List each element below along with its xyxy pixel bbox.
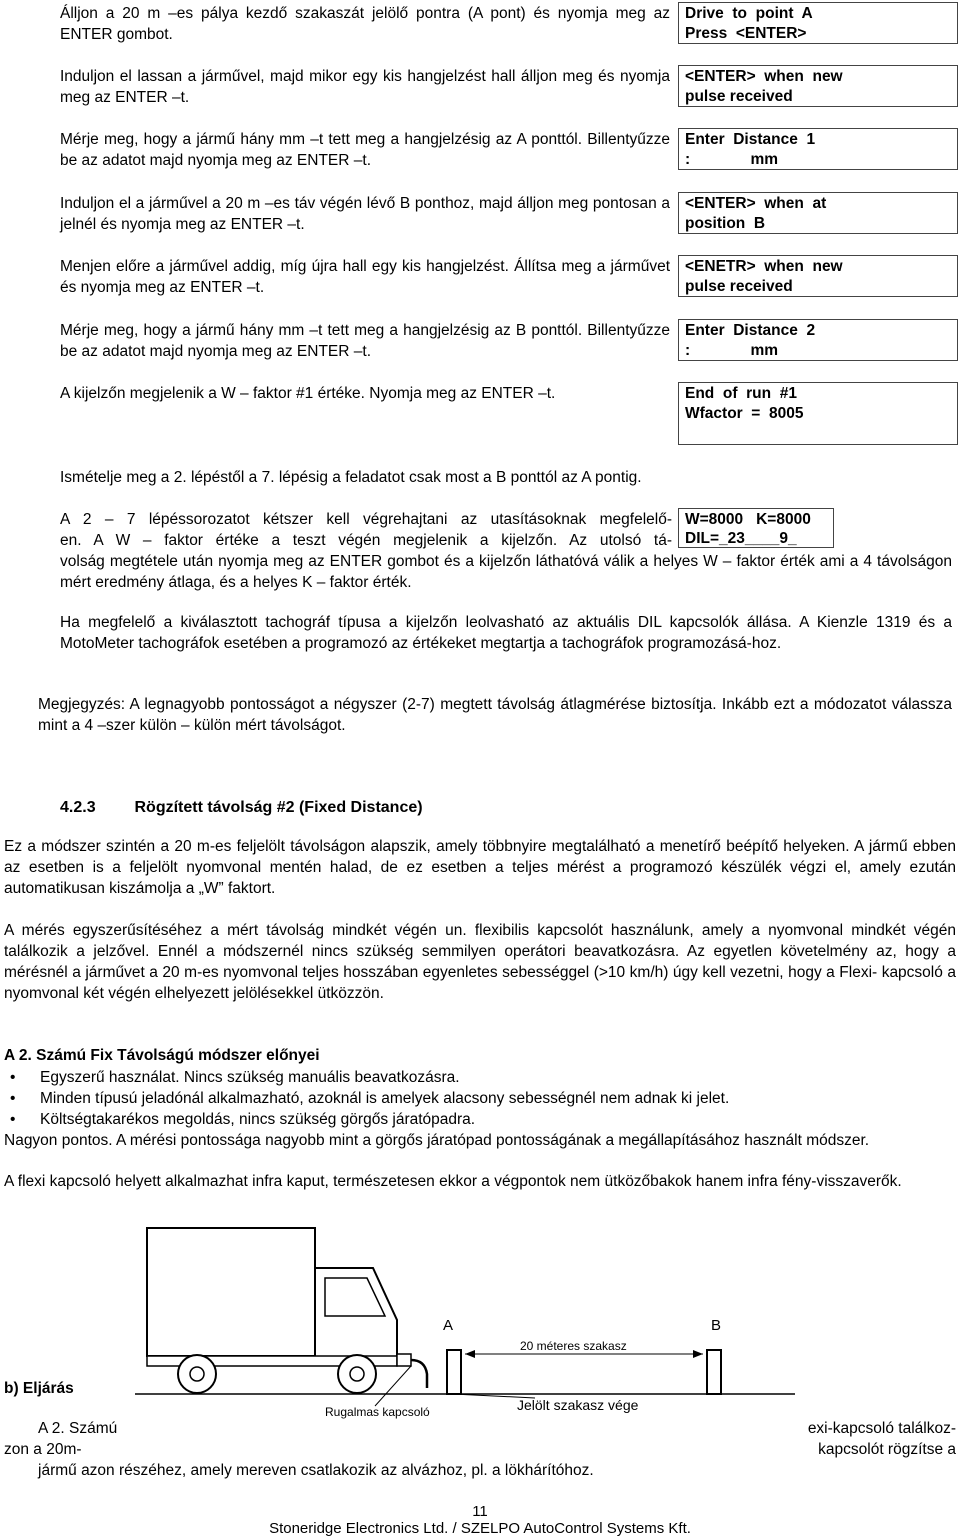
arrow-head-left bbox=[465, 1350, 475, 1358]
display-line: Press <ENTER> bbox=[685, 25, 807, 42]
display-line: : mm bbox=[685, 151, 779, 168]
list-item: • Minden típusú jeladónál alkalmazható, azoknál is amelyek alacsony sebességnél nem adnak ki jelet. bbox=[4, 1088, 956, 1109]
repeat-instruction: Ismételje meg a 2. lépéstől a 7. lépésig a feladatot csak most a B ponttól az A pontig. bbox=[60, 469, 642, 486]
display-step-1 bbox=[678, 2, 958, 44]
display-step-4 bbox=[678, 192, 958, 234]
post-a bbox=[447, 1350, 461, 1394]
rear-wheel-hub bbox=[190, 1367, 204, 1381]
truck-bumper bbox=[397, 1354, 411, 1366]
display-line: : mm bbox=[685, 342, 779, 359]
arrow-head-right bbox=[693, 1350, 703, 1358]
display-dil bbox=[678, 508, 834, 548]
switch-label: Rugalmas kapcsoló bbox=[325, 1405, 430, 1419]
display-step-5 bbox=[678, 255, 958, 297]
display-line: DIL=_23____9_ bbox=[685, 530, 797, 547]
truck-diagram-svg bbox=[135, 1216, 795, 1448]
display-line: End of run #1 bbox=[685, 385, 797, 402]
section-paragraph-1: Ez a módszer szintén a 20 m-es feljelölt távolságon alapszik, amely többnyire megtalálható a menetírő beépítő helyeken. A jármű ebben az esetben is a feljelölt nyomvonal mentén halad, de ez esetben a teljes mérést a programozó készülék végzi el, amely ezután automatikusan kiszámolja a „W” faktort. bbox=[4, 838, 956, 897]
advantages-list bbox=[4, 1067, 956, 1130]
tacho-paragraph: Ha megfelelő a kiválasztott tachográf típusa a kijelzőn leolvasható az aktuális DIL kapcsolók állása. A Kienzle 1319 és a MotoMeter tachográfok esetében a programozó az értékeket megtartja a tachográfok programozásá-hoz. bbox=[60, 614, 952, 652]
post-b bbox=[707, 1350, 721, 1394]
switch-leader-line bbox=[375, 1366, 411, 1406]
display-line: pulse received bbox=[685, 278, 793, 295]
procedure-line-2-left: zon a 20m- bbox=[4, 1441, 82, 1458]
run-text-rest: volság megtétele után nyomja meg az ENTER gombot és a kijelzőn láthatóvá válik a helyes W – faktor érték ami a 4 távolságon mért eredmény átlaga, és a helyes K – faktor érték. bbox=[60, 553, 952, 591]
display-line: Drive to point A bbox=[685, 5, 813, 22]
procedure-line-1-right: exi-kapcsoló találkoz- bbox=[807, 1420, 956, 1437]
display-line: Enter Distance 1 bbox=[685, 131, 816, 148]
display-line: <ENTER> when new bbox=[685, 68, 843, 85]
display-line: Wfactor = 8005 bbox=[685, 405, 804, 422]
display-line: pulse received bbox=[685, 88, 793, 105]
flexible-switch bbox=[411, 1360, 427, 1388]
infra-paragraph: A flexi kapcsoló helyett alkalmazhat infra kaput, természetesen ekkor a végpontok nem ütközőbakok hanem infra fény-visszaverők. bbox=[4, 1173, 902, 1190]
display-line: <ENETR> when new bbox=[685, 258, 843, 275]
display-line: <ENTER> when at bbox=[685, 195, 827, 212]
display-step-6 bbox=[678, 319, 958, 361]
fixed-distance-diagram bbox=[135, 1216, 795, 1448]
step-1-text: Álljon a 20 m –es pálya kezdő szakaszát jelölő pontra (A pont) és nyomja meg az ENTER gombot. bbox=[60, 5, 670, 43]
step-3-text: Mérje meg, hogy a jármű hány mm –t tett meg a hangjelzésig az A ponttól. Billentyűzze be az adatot majd nyomja meg az ENTER –t. bbox=[60, 131, 670, 169]
display-step-7 bbox=[678, 382, 958, 445]
run-text-line-1: A 2 – 7 lépéssorozatot kétszer kell végrehajtani az utasításoknak megfelelő- bbox=[60, 511, 672, 528]
list-item: • Költségtakarékos megoldás, nincs szükség görgős járatópadra. bbox=[4, 1109, 956, 1130]
section-title: Rögzített távolság #2 (Fixed Distance) bbox=[134, 799, 423, 816]
display-step-2 bbox=[678, 65, 958, 107]
list-item: • Egyszerű használat. Nincs szükség manuális beavatkozásra. bbox=[4, 1067, 956, 1088]
step-4-text: Induljon el a járművel a 20 m –es táv végén lévő B ponthoz, majd álljon meg pontosan a jelnél és nyomja meg az ENTER –t. bbox=[60, 195, 670, 233]
display-line: Enter Distance 2 bbox=[685, 322, 816, 339]
truck-cargo-box bbox=[147, 1228, 315, 1356]
step-5-text: Menjen előre a járművel addig, míg újra hall egy kis hangjelzést. Állítsa meg a járművet és nyomja meg az ENTER –t. bbox=[60, 258, 670, 296]
label-a: A bbox=[443, 1317, 454, 1334]
run-text-line-2: en. A W – faktor értéke a teszt végén megjelenik a kijelzőn. Az utolsó tá- bbox=[60, 532, 672, 549]
distance-label: 20 méteres szakasz bbox=[520, 1339, 627, 1353]
advantages-title: A 2. Számú Fix Távolságú módszer előnyei bbox=[4, 1047, 320, 1064]
step-6-text: Mérje meg, hogy a jármű hány mm –t tett meg a hangjelzésig az B ponttól. Billentyűzze be az adatot majd nyomja meg az ENTER –t. bbox=[60, 322, 670, 360]
display-line: W=8000 K=8000 bbox=[685, 511, 811, 528]
procedure-line-2-right: kapcsolót rögzítse a bbox=[818, 1441, 956, 1458]
section-paragraph-2: A mérés egyszerűsítéséhez a mért távolság mindkét végén un. flexibilis kapcsolót használunk, amely a nyomvonal mindkét végén találkozik a jelzővel. Ennél a módszernél nincs szükség semmilyen operátori beavatkozásra. Az egyetlen követelmény az, hogy a mérésnél a járművet a 20 m-es nyomvonal teljes hosszában egyenletes sebességgel (>10 km/h) úgy kell vezetni, hogy a Flexi- kapcsoló a nyomvonal két végén elhelyezett jelölésekkel ütközzön. bbox=[4, 922, 956, 1002]
end-label: Jelölt szakasz vége bbox=[517, 1397, 639, 1413]
procedure-line-3: jármű azon részéhez, amely mereven csatlakozik az alvázhoz, pl. a lökhárítóhoz. bbox=[38, 1462, 594, 1479]
step-2-text: Induljon el lassan a járművel, majd mikor egy kis hangjelzést hall álljon meg és nyomja meg az ENTER –t. bbox=[60, 68, 670, 106]
note-paragraph: Megjegyzés: A legnagyobb pontosságot a négyszer (2-7) megtett távolság átlagmérése biztosítja. Inkább ezt a módozatot válassza mint a 4 –szer külön – külön mért távolságot. bbox=[38, 696, 952, 734]
display-line: position B bbox=[685, 215, 766, 232]
display-step-3 bbox=[678, 128, 958, 170]
accuracy-paragraph: Nagyon pontos. A mérési pontossága nagyobb mint a görgős járatópad pontosságának a megállapításához használt módszer. bbox=[4, 1132, 870, 1149]
label-b: B bbox=[711, 1317, 722, 1334]
section-number: 4.2.3 bbox=[60, 799, 96, 816]
procedure-line-1-left: A 2. Számú bbox=[38, 1420, 118, 1437]
page-number: 11 bbox=[472, 1503, 488, 1520]
section-heading bbox=[60, 797, 423, 818]
step-7-text: A kijelzőn megjelenik a W – faktor #1 értéke. Nyomja meg az ENTER –t. bbox=[60, 385, 556, 402]
footer-text: Stoneridge Electronics Ltd. / SZELPO AutoControl Systems Kft. bbox=[269, 1520, 691, 1537]
procedure-title: b) Eljárás bbox=[4, 1380, 74, 1397]
front-wheel-hub bbox=[350, 1367, 364, 1381]
